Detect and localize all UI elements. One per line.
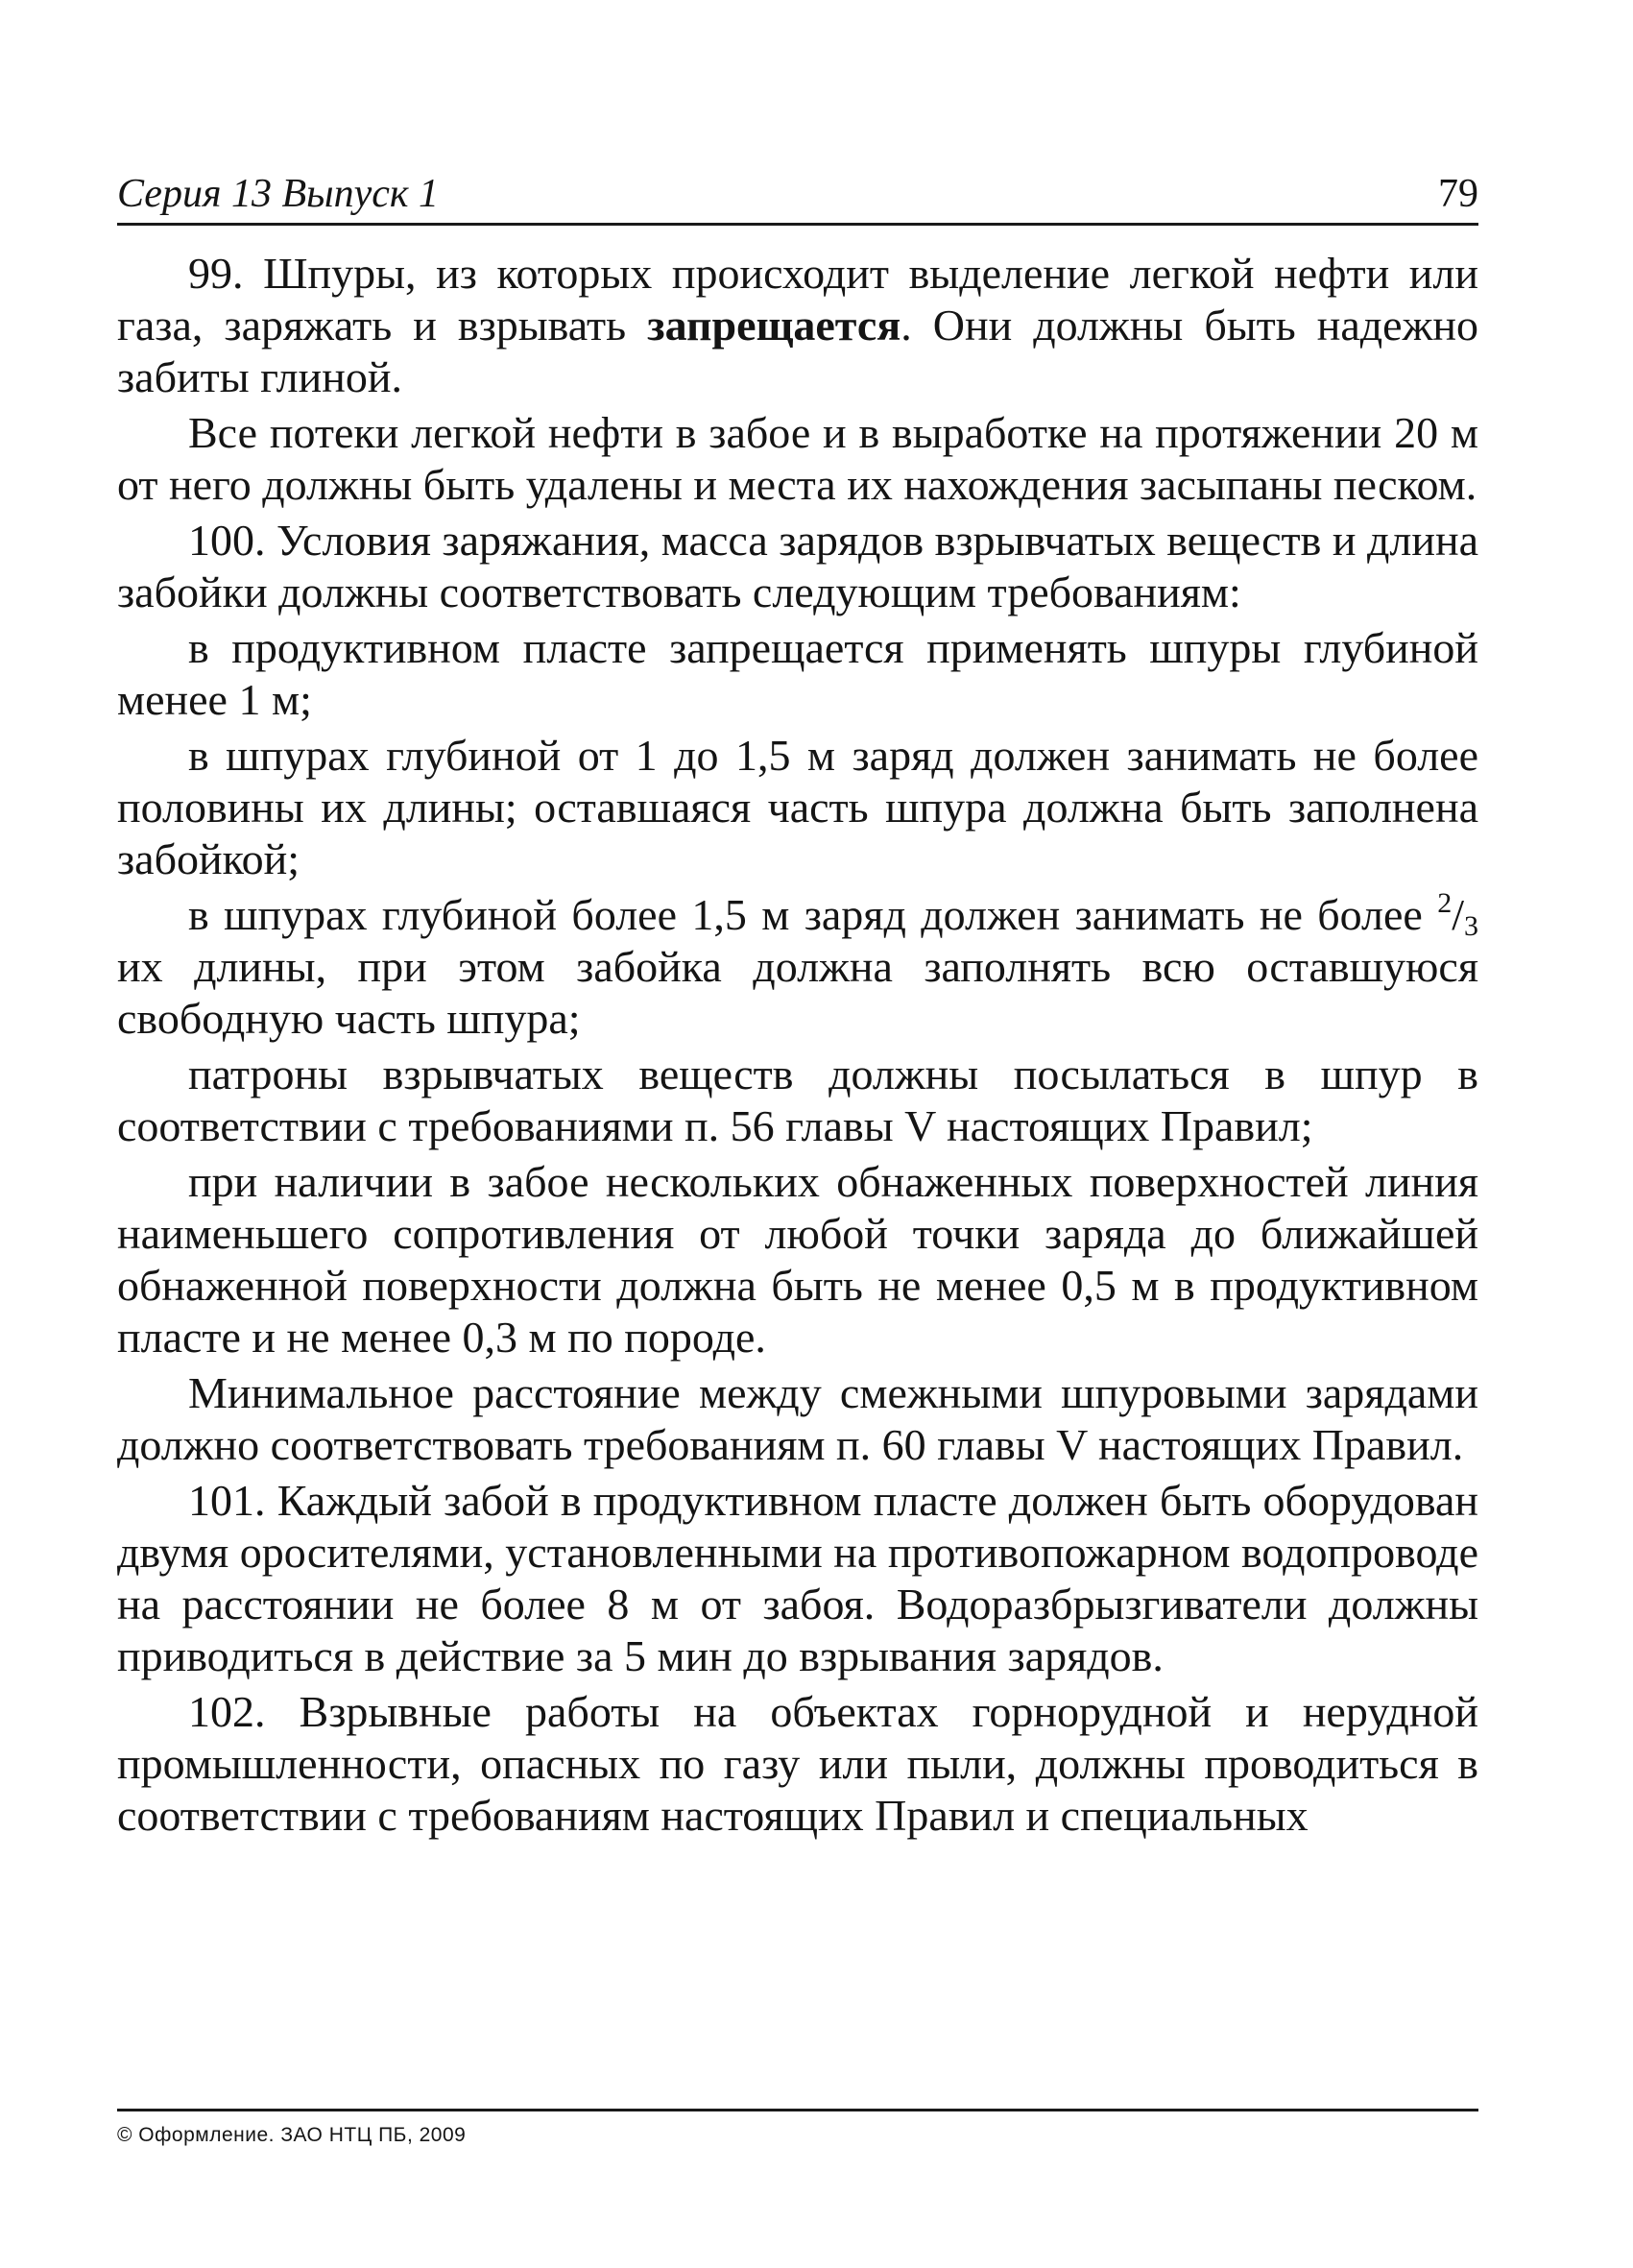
fraction-denominator: 3 <box>1464 910 1478 942</box>
requirement-item-2: в шпурах глубиной от 1 до 1,5 м заряд должен занимать не более половины их длины; оставшаяся часть шпура должна быть заполнена забойкой; <box>117 731 1478 883</box>
body-text <box>117 248 1478 1846</box>
paragraph-99-text-end: . Они должны быть надежно забиты глиной. <box>117 301 1478 401</box>
paragraph-99-continuation: Все потеки легкой нефти в забое и в выработке на протяжении 20 м от него должны быть удалены и места их нахождения засыпаны песком. <box>117 408 1478 509</box>
series-label: Серия 13 Выпуск 1 <box>117 172 439 216</box>
document-page <box>117 0 1478 2268</box>
requirement-item-4: патроны взрывчатых веществ должны посылаться в шпур в соответствии с требованиями п. 56 главы V настоящих Правил; <box>117 1050 1478 1150</box>
paragraph-100: 100. Условия заряжания, масса зарядов взрывчатых веществ и длина забойки должны соответствовать следующим требованиям: <box>117 516 1478 616</box>
fraction-slash: / <box>1452 890 1464 939</box>
paragraph-102: 102. Взрывные работы на объектах горнорудной и нерудной промышленности, опасных по газу или пыли, должны проводиться в соответствии с требованиям настоящих Правил и специальных <box>117 1687 1478 1840</box>
page-footer <box>117 2109 1478 2148</box>
copyright-notice: © Оформление. ЗАО НТЦ ПБ, 2009 <box>117 2124 467 2146</box>
paragraph-99-emphasis: запрещается <box>647 301 901 350</box>
running-header <box>117 169 1478 226</box>
paragraph-99 <box>117 248 1478 403</box>
fraction-numerator: 2 <box>1437 887 1453 919</box>
paragraph-99-text-start: 99. Шпуры, из которых происходит выделение легкой нефти или газа, заряжать и взрывать <box>117 249 1478 350</box>
requirement-item-3-text-end: их длины, при этом забойка должна заполнять всю оставшуюся свободную часть шпура; <box>117 942 1478 1043</box>
page-number: 79 <box>1438 172 1478 216</box>
paragraph-100-minimum-distance: Минимальное расстояние между смежными шпуровыми зарядами должно соответствовать требованиям п. 60 главы V настоящих Правил. <box>117 1368 1478 1469</box>
requirement-item-5: при наличии в забое нескольких обнаженных поверхностей линия наименьшего сопротивления от любой точки заряда до ближайшей обнаженной поверхности должна быть не менее 0,5 м в продуктивном пласте и не менее 0,3 м по породе. <box>117 1157 1478 1362</box>
requirement-item-3-text-start: в шпурах глубиной более 1,5 м заряд должен занимать не более <box>188 890 1438 939</box>
requirement-item-3 <box>117 889 1478 1045</box>
paragraph-101: 101. Каждый забой в продуктивном пласте должен быть оборудован двумя оросителями, установленными на противопожарном водопроводе на расстоянии не более 8 м от забоя. Водоразбрызгиватели должны приводиться в действие за 5 мин до взрывания зарядов. <box>117 1476 1478 1680</box>
requirement-item-1: в продуктивном пласте запрещается применять шпуры глубиной менее 1 м; <box>117 623 1478 724</box>
